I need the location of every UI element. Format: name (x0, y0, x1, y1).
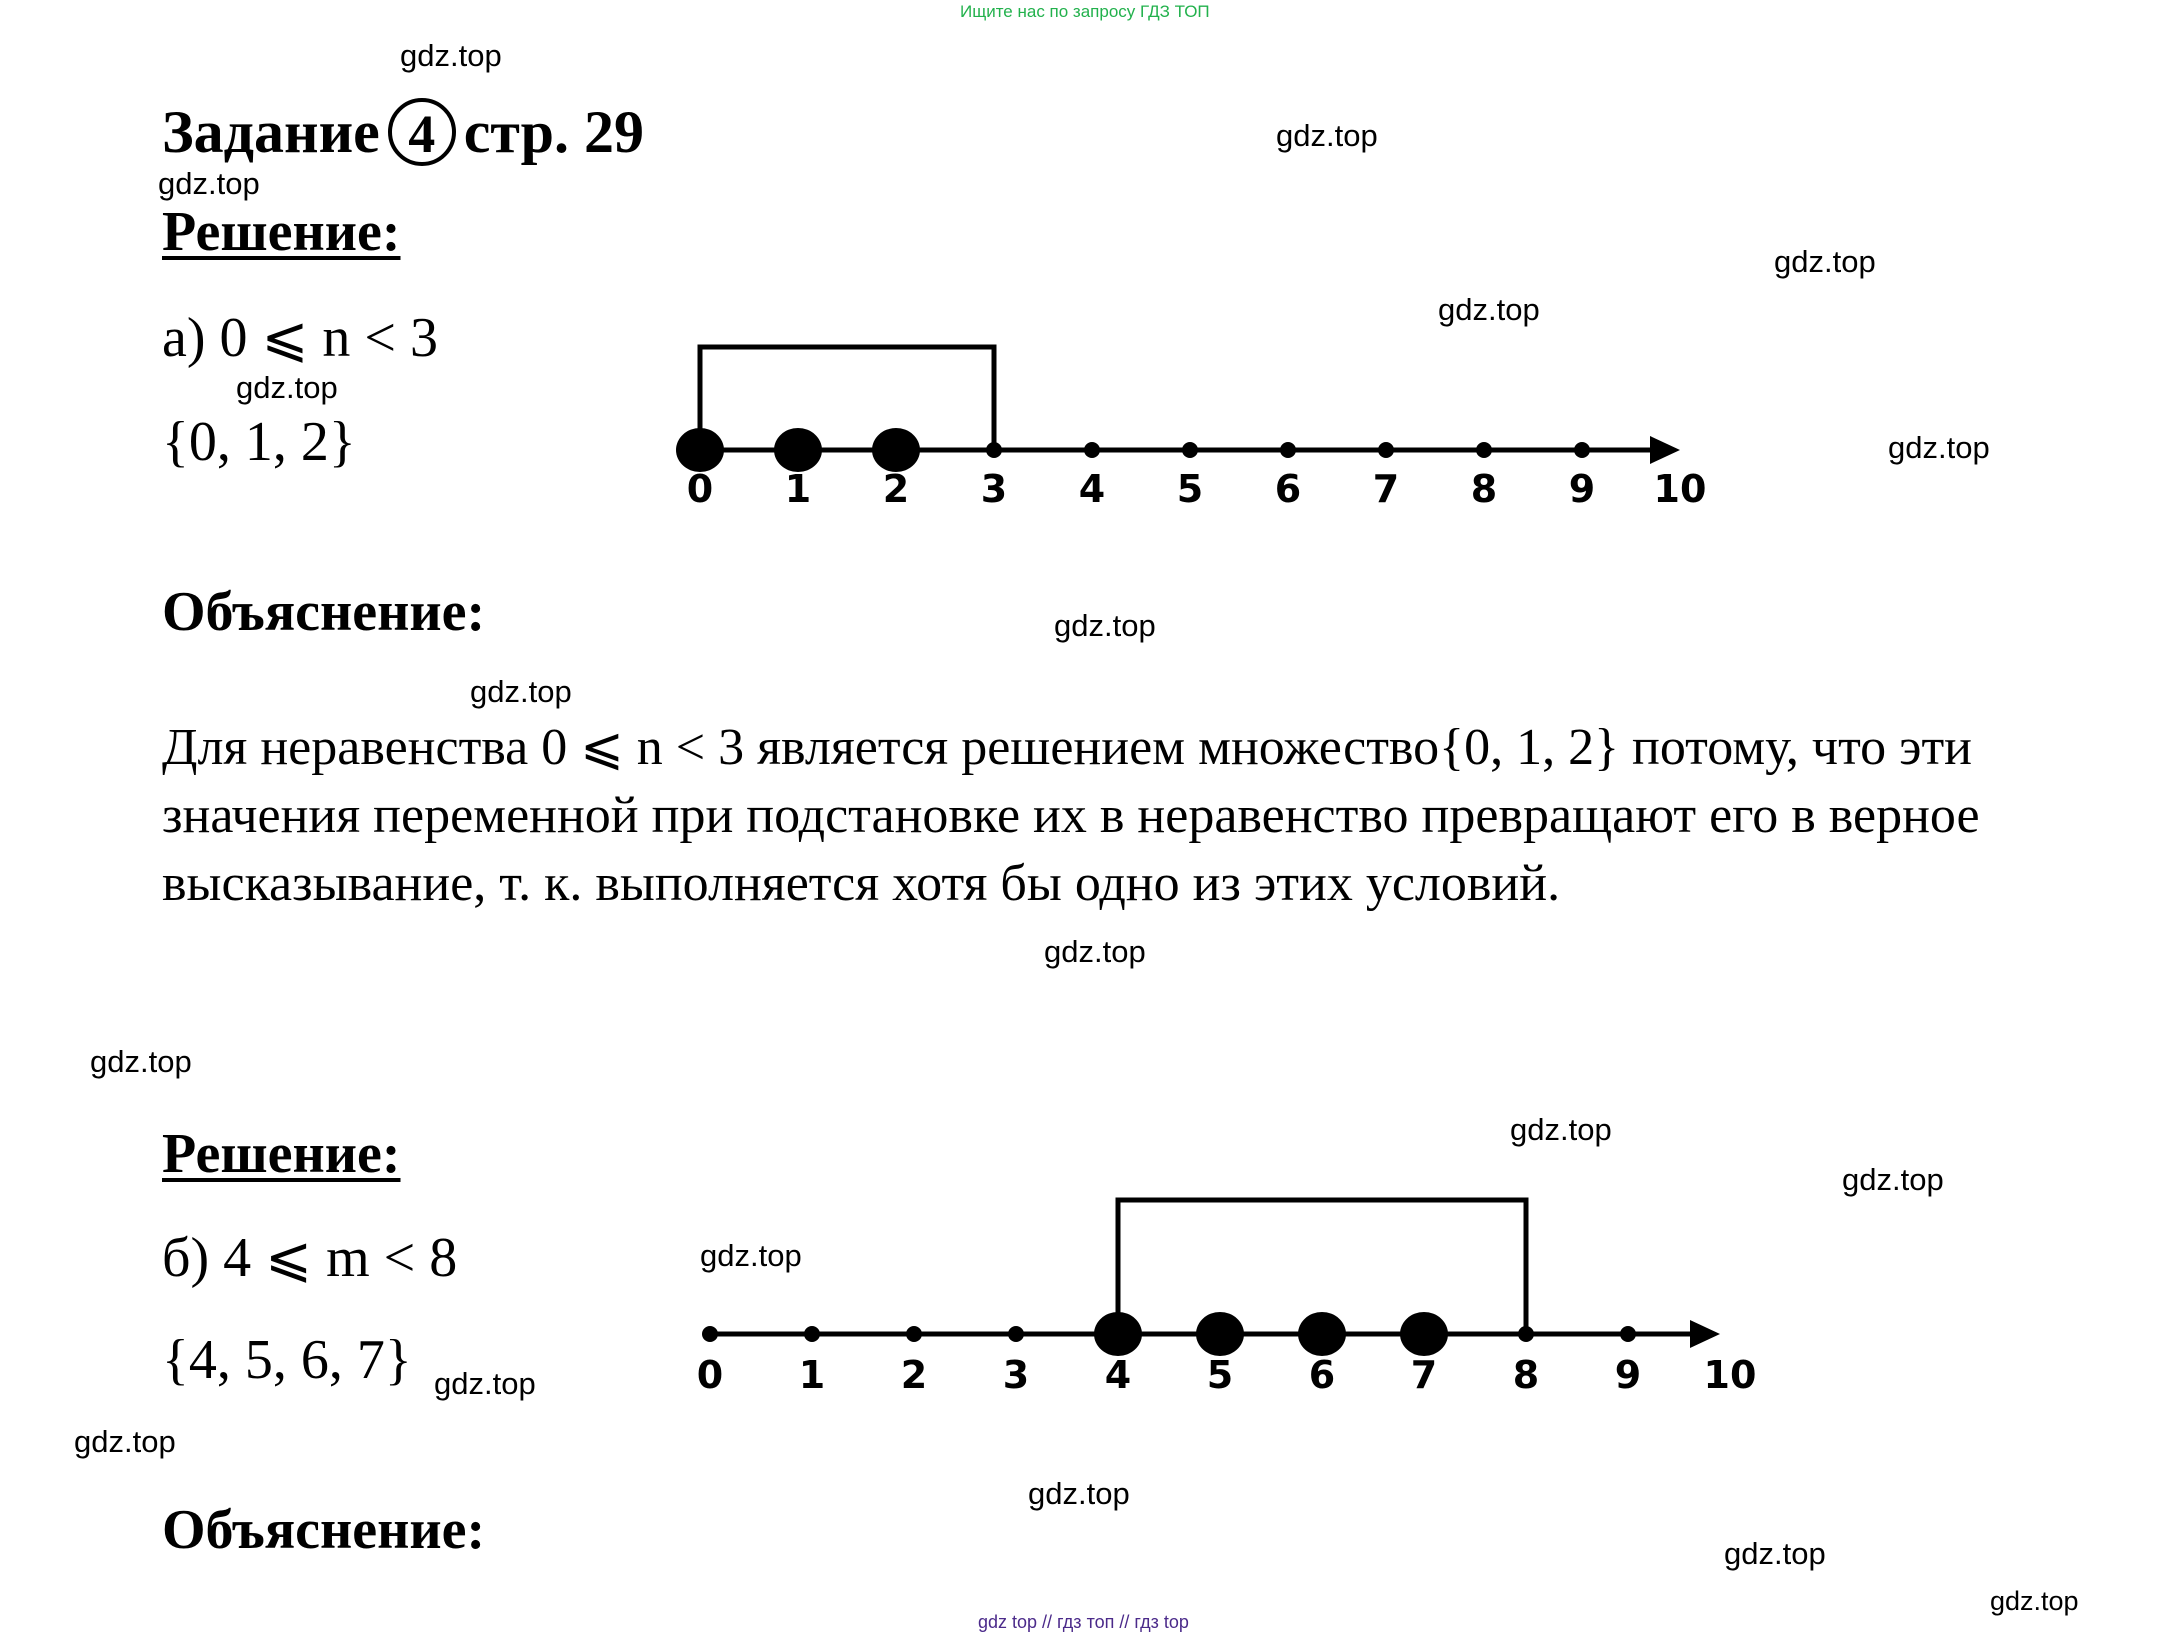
number-line-b-tick-point (906, 1326, 922, 1342)
watermark: gdz.top (434, 1366, 536, 1401)
number-line-b-solution-point (1298, 1312, 1346, 1356)
page-title (162, 98, 644, 172)
explanation-text-a: Для неравенства 0 ⩽ n < 3 является решением множество{0, 1, 2} потому, что эти значения переменной при подстановке их в неравенство превращают его в верное высказывание, т. к. выполняется хотя бы одно из этих условий. (162, 719, 1980, 912)
watermark: gdz.top (700, 1238, 802, 1273)
watermark: gdz.top (1276, 118, 1378, 153)
number-line-b-tick-label: 2 (900, 1353, 928, 1397)
number-line-a-tick-label: 9 (1568, 467, 1596, 511)
watermark: gdz.top (1774, 244, 1876, 279)
task-number-circle: 4 (388, 98, 456, 166)
number-line-a-tick-label: 4 (1078, 467, 1106, 511)
number-line-b-solution-point (1400, 1312, 1448, 1356)
number-line-b-solution-point (1196, 1312, 1244, 1356)
number-line-b-tick-label: 9 (1614, 1353, 1642, 1397)
set-b: {4, 5, 6, 7} (162, 1329, 412, 1391)
number-line-a-tick-point (1084, 442, 1100, 458)
footer-links: gdz top // гдз топ // гдз top (978, 1612, 1189, 1632)
watermark: gdz.top (158, 166, 260, 201)
title-suffix: стр. 29 (463, 99, 645, 165)
explanation-heading-b: Объяснение: (162, 1499, 486, 1561)
number-line-b-tick-label: 7 (1410, 1353, 1438, 1397)
number-line-b-tick-label: 4 (1104, 1353, 1132, 1397)
number-line-b-tick-point (1008, 1326, 1024, 1342)
watermark: gdz.top (236, 370, 338, 405)
number-line-a-tick-label: 8 (1470, 467, 1498, 511)
number-line-a-solution-point (872, 428, 920, 472)
watermark: gdz.top (1054, 608, 1156, 643)
number-line-b-tick-point (702, 1326, 718, 1342)
number-line-b-tick-label: 1 (798, 1353, 826, 1397)
number-line-a-tick-point (1574, 442, 1590, 458)
number-line-b-solution-point (1094, 1312, 1142, 1356)
number-line-a-tick-point (1182, 442, 1198, 458)
watermark: gdz.top (90, 1044, 192, 1079)
number-line-a-tick-label: 1 (784, 467, 812, 511)
number-line-b (650, 1170, 1757, 1410)
number-line-a-tick-point (986, 442, 1002, 458)
watermark: gdz.top (400, 38, 502, 73)
number-line-b-tick-label: 0 (696, 1353, 724, 1397)
number-line-b-tick-label: 6 (1308, 1353, 1336, 1397)
title-prefix: Задание (162, 99, 380, 165)
number-line-b-tick-label: 5 (1206, 1353, 1234, 1397)
number-line-b-tick-label: 3 (1002, 1353, 1030, 1397)
watermark: gdz.top (1044, 934, 1146, 969)
watermark: gdz.top (1888, 430, 1990, 465)
number-line-a-tick-label: 2 (882, 467, 910, 511)
watermark: gdz.top (74, 1424, 176, 1459)
solution-heading-a: Решение: (162, 201, 401, 263)
number-line-a-tick-point (1476, 442, 1492, 458)
inequality-a: а) 0 ⩽ n < 3 (162, 307, 439, 369)
top-banner: Ищите нас по запросу ГДЗ ТОП (960, 2, 1210, 21)
number-line-a-arrow-icon (1650, 436, 1680, 464)
number-line-a-solution-point (676, 428, 724, 472)
number-line-a-tick-label: 7 (1372, 467, 1400, 511)
watermark: gdz.top (1724, 1536, 1826, 1571)
watermark: gdz.top (470, 674, 572, 709)
number-line-b-arrow-icon (1690, 1320, 1720, 1348)
number-line-a-tick-label: 6 (1274, 467, 1302, 511)
number-line-a-tick-label: 0 (686, 467, 714, 511)
number-line-a-solution-point (774, 428, 822, 472)
solution-heading-b: Решение: (162, 1123, 401, 1185)
number-line-a-tick-point (1378, 442, 1394, 458)
set-a: {0, 1, 2} (162, 411, 356, 473)
number-line-b-tick-point (804, 1326, 820, 1342)
watermark: gdz.top (1028, 1476, 1130, 1511)
number-line-a-tick-point (1280, 442, 1296, 458)
number-line-b-tick-point (1518, 1326, 1534, 1342)
number-line-a-tick-label: 5 (1176, 467, 1204, 511)
number-line-a-tick-label: 3 (980, 467, 1008, 511)
number-line-a-interval-bracket (700, 347, 994, 450)
inequality-b: б) 4 ⩽ m < 8 (162, 1227, 458, 1289)
watermark: gdz.top (1510, 1112, 1612, 1147)
watermark: gdz.top (1842, 1162, 1944, 1197)
watermark: gdz.top (1438, 292, 1540, 327)
number-line-b-tick-label: 10 (1703, 1353, 1757, 1397)
number-line-a (640, 320, 1720, 520)
number-line-a-tick-label: 10 (1653, 467, 1707, 511)
number-line-b-tick-label: 8 (1512, 1353, 1540, 1397)
watermark: gdz.top (1990, 1586, 2079, 1616)
number-line-b-tick-point (1620, 1326, 1636, 1342)
explanation-heading-a: Объяснение: (162, 581, 486, 643)
